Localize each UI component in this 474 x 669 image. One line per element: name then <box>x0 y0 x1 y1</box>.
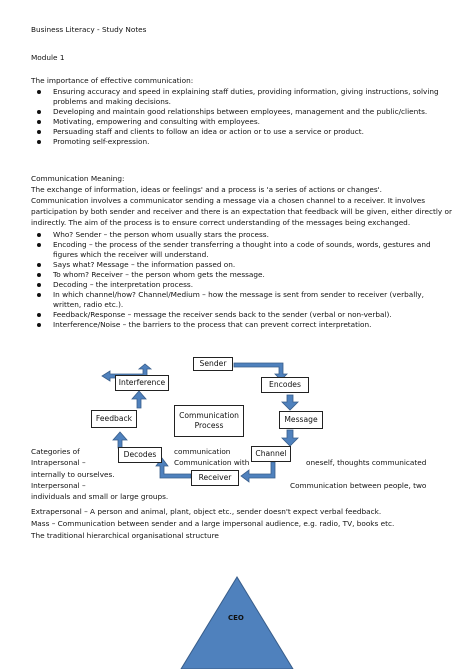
receiver-box: Receiver <box>191 470 239 486</box>
center-label: Process <box>194 421 224 430</box>
meaning-line: The exchange of information, ideas or feelings' and a process is 'a series of actions or changes'. <box>31 185 383 194</box>
categories-text: Mass – Communication between sender and a large impersonal audience, e.g. radio, TV, books etc. <box>31 519 395 528</box>
list-item: Motivating, empowering and consulting with employees. <box>36 117 456 127</box>
list-item: Encoding – the process of the sender transferring a thought into a code of sounds, words, gestures and figures which the receiver will understand. <box>36 240 456 260</box>
channel-box: Channel <box>251 446 291 462</box>
categories-text: Categories of <box>31 447 80 456</box>
decodes-box: Decodes <box>118 447 162 463</box>
meaning-line: Communication involves a communicator sending a message via a chosen channel to a receiver. It involves <box>31 196 426 205</box>
list-item: Interference/Noise – the barriers to the process that can prevent correct interpretation. <box>36 320 456 330</box>
list-item: Feedback/Response – message the receiver sends back to the sender (verbal or non-verbal). <box>36 310 456 320</box>
categories-text: Communication between people, two <box>290 481 427 490</box>
pyramid-shape <box>181 577 293 669</box>
interference-box: Interference <box>115 375 169 391</box>
feedback-box: Feedback <box>91 410 137 428</box>
list-item: Who? Sender – the person whom usually stars the process. <box>36 230 456 240</box>
categories-text: Communication with <box>174 458 250 467</box>
meaning-heading: Communication Meaning: <box>31 174 125 183</box>
list-item: Decoding – the interpretation process. <box>36 280 456 290</box>
categories-text: internally to ourselves. <box>31 470 115 479</box>
list-item: Developing and maintain good relationships between employees, management and the public/clients. <box>36 107 456 117</box>
message-box: Message <box>279 411 323 429</box>
meaning-line: participation by both sender and receiver and there is an expectation that feedback will be given, either directly or <box>31 207 452 216</box>
categories-text: Intrapersonal – <box>31 458 86 467</box>
categories-text: Interpersonal – <box>31 481 86 490</box>
sender-box: Sender <box>193 357 233 371</box>
categories-text: The traditional hierarchical organisational structure <box>31 531 219 540</box>
categories-text: communication <box>174 447 231 456</box>
document-title: Business Literacy - Study Notes <box>31 25 147 34</box>
center-label: Communication <box>179 411 239 420</box>
categories-text: Extrapersonal – A person and animal, plant, object etc., sender doesn't expect verbal feedback. <box>31 507 382 516</box>
list-item: Says what? Message – the information passed on. <box>36 260 456 270</box>
module-label: Module 1 <box>31 53 65 62</box>
list-item: Ensuring accuracy and speed in explaining staff duties, providing information, giving instructions, solving problems and making decisions. <box>36 87 456 107</box>
list-item: In which channel/how? Channel/Medium – how the message is sent from sender to receiver (verbally, written, radio etc.). <box>36 290 456 310</box>
list-item: Promoting self-expression. <box>36 137 456 147</box>
meaning-line: indirectly. The aim of the process is to ensure correct understanding of the messages being exchanged. <box>31 218 411 227</box>
encodes-box: Encodes <box>261 377 309 393</box>
list-item: To whom? Receiver – the person whom gets the message. <box>36 270 456 280</box>
importance-heading: The importance of effective communication: <box>31 76 194 85</box>
categories-text: oneself, thoughts communicated <box>306 458 427 467</box>
ceo-label: CEO <box>228 614 244 622</box>
list-item: Persuading staff and clients to follow an idea or action or to use a service or product. <box>36 127 456 137</box>
categories-text: individuals and small or large groups. <box>31 492 169 501</box>
